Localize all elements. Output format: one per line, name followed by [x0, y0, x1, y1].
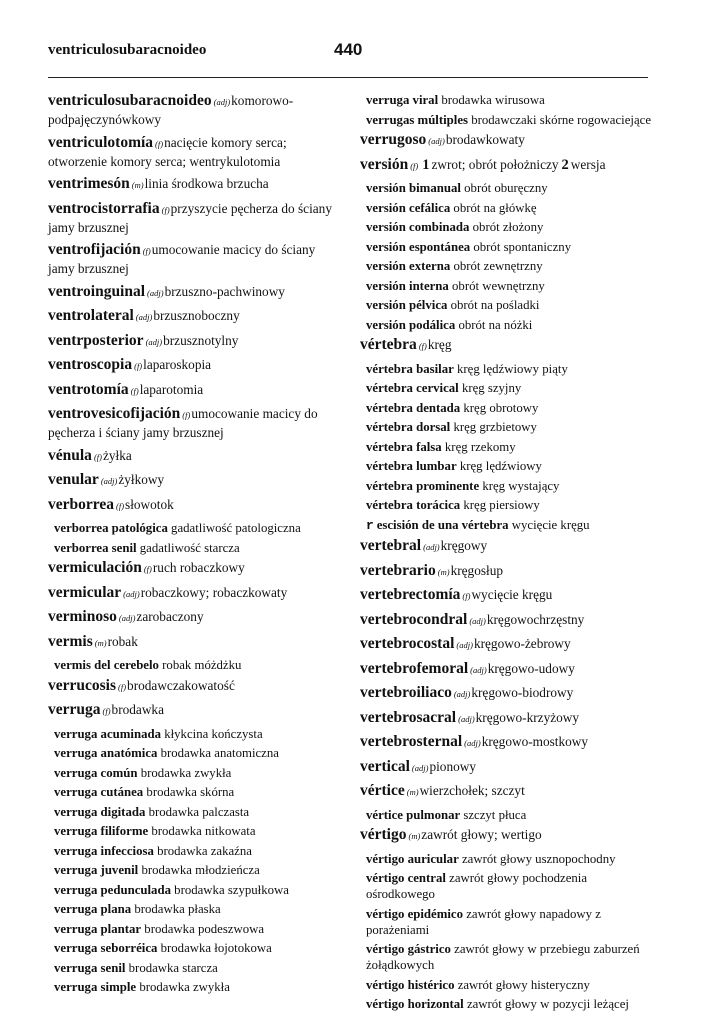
sub-entry-translation: gadatliwość starcza — [139, 540, 240, 555]
entry-translation: zarobaczony — [136, 609, 204, 624]
entry-term: ventriculosubaracnoideo — [48, 92, 212, 109]
left-column — [48, 92, 340, 999]
dictionary-entry — [48, 471, 340, 490]
dictionary-entry — [48, 283, 340, 302]
sub-entry-term: verruga digitada — [54, 804, 146, 819]
sub-entry-translation: brodawka szypułkowa — [174, 882, 289, 897]
dictionary-entry — [48, 496, 340, 515]
sub-entry-translation: kręg obrotowy — [463, 400, 539, 415]
sub-entry — [366, 400, 652, 416]
dictionary-entry — [48, 356, 340, 375]
sub-entry-translation: gadatliwość patologiczna — [171, 521, 301, 535]
sub-entry — [366, 239, 652, 255]
entry-translation: wersja — [570, 156, 606, 172]
entry-grammar: (adj) — [100, 476, 118, 486]
entry-translation: kręgowy — [440, 538, 488, 553]
sub-entry-term: verborrea patológica — [54, 521, 168, 535]
dictionary-entry — [48, 447, 340, 466]
entry-grammar: (m) — [408, 831, 421, 841]
sub-entry — [366, 258, 652, 274]
sub-entry — [366, 458, 652, 474]
sub-entry — [366, 112, 652, 128]
entry-grammar: (adj) — [464, 738, 481, 748]
sub-entry-translation: brodawka młodzieńcza — [141, 863, 260, 877]
sub-entry — [366, 297, 652, 313]
sub-entry-term: vértebra dentada — [366, 400, 461, 415]
entry-grammar: (f) — [462, 591, 471, 601]
entry-grammar: (adj) — [118, 613, 136, 623]
dictionary-entry — [360, 758, 652, 777]
entry-grammar: (adj) — [470, 664, 487, 675]
dictionary-entry — [48, 241, 340, 277]
sub-entry-translation: kręg szyjny — [461, 381, 522, 395]
entry-term: vertebral — [360, 537, 422, 554]
entry-term: vertebrario — [360, 561, 436, 579]
sense-number: 1 — [422, 156, 430, 173]
entry-translation: kręgowo-udowy — [487, 660, 575, 676]
entry-translation: zwrot; obrót położniczy — [431, 156, 559, 172]
sub-entry — [366, 92, 652, 108]
entry-translation: umocowanie macicy do ściany jamy brzusznej — [48, 242, 316, 276]
entry-term: ventrotomía — [48, 380, 129, 398]
sub-entry-translation: zawrót głowy usznopochodny — [461, 851, 616, 866]
sub-entry-translation: brodawka starcza — [128, 960, 218, 975]
entry-grammar: (f) — [182, 410, 191, 420]
sub-entry-term: vértebra cervical — [366, 381, 459, 395]
sub-entry — [366, 317, 652, 333]
entry-term: ventrimesón — [48, 175, 130, 192]
entry-translation: brodawkowaty — [445, 132, 525, 147]
sub-entry — [54, 726, 340, 742]
sub-entry-term: versión bimanual — [366, 181, 461, 195]
dictionary-entry — [48, 332, 340, 351]
entry-term: vermis — [48, 632, 93, 650]
sub-entry-term: versión interna — [366, 278, 449, 293]
dictionary-entry — [48, 405, 340, 441]
sub-entry-term: vértebra torácica — [366, 498, 461, 512]
sub-entry-translation: zawrót głowy w pozycji leżącej — [466, 997, 629, 1011]
dictionary-entry — [48, 608, 340, 627]
entry-grammar: (f) — [130, 385, 139, 396]
sub-entry — [366, 870, 652, 902]
entry-translation: robak — [107, 633, 138, 649]
sub-entry — [366, 439, 652, 455]
sub-entry-term: verruga seborréica — [54, 941, 158, 955]
entry-term: versión — [360, 155, 409, 173]
sub-entry-translation: brodawka palczasta — [148, 804, 250, 819]
cross-reference-marker: r — [366, 517, 374, 533]
entry-term: venular — [48, 471, 99, 488]
dictionary-entry — [360, 684, 652, 703]
entry-translation: brzusznotylny — [163, 332, 239, 348]
dictionary-entry — [48, 701, 340, 720]
sub-entry-translation: brodawczaki skórne rogowaciejące — [471, 112, 651, 127]
sub-entry — [366, 478, 652, 494]
sub-entry — [366, 497, 652, 513]
sub-entry-translation: brodawka wirusowa — [441, 93, 545, 107]
entry-term: ventrovesicofijación — [48, 405, 181, 422]
sub-entry-translation: obrót oburęczny — [464, 181, 548, 195]
entry-term: ventrposterior — [48, 331, 144, 349]
entry-translation: kręgowo-mostkowy — [481, 734, 589, 749]
entry-translation: kręg — [427, 337, 452, 352]
entry-term: ventriculotomía — [48, 133, 154, 151]
entry-grammar: (f) — [93, 451, 102, 462]
entry-translation: pionowy — [429, 758, 476, 774]
entry-grammar: (m) — [406, 787, 419, 797]
entry-grammar: (f) — [155, 138, 164, 149]
sub-entry-translation: brodawka nitkowata — [151, 824, 256, 838]
entry-translation: kręgowo-biodrowy — [471, 685, 574, 700]
sub-entry-term: escisión de una vértebra — [376, 517, 509, 532]
sub-entry-term: verruga plantar — [54, 921, 142, 936]
entry-grammar: (adj) — [456, 640, 473, 650]
entry-grammar: (adj) — [213, 97, 231, 107]
sub-entry-term: vértice pulmonar — [366, 807, 461, 822]
sub-entry — [54, 745, 340, 761]
entry-term: ventrolateral — [48, 307, 134, 324]
entry-term: vértebra — [360, 336, 417, 353]
dictionary-entry — [360, 131, 652, 150]
sub-entry — [54, 843, 340, 859]
sub-entry-term: versión podálica — [366, 317, 456, 332]
entry-translation: kręgowo-krzyżowy — [475, 709, 580, 725]
sub-entry-translation: obrót złożony — [472, 220, 544, 234]
sub-entry-translation: obrót na pośladki — [450, 298, 540, 312]
sub-entry — [54, 921, 340, 937]
entry-term: vermiculación — [48, 559, 142, 576]
sub-entry — [54, 862, 340, 878]
entry-term: ventrofijación — [48, 241, 141, 258]
entry-grammar: (adj) — [469, 615, 486, 626]
entry-translation: żyłka — [102, 447, 132, 463]
entry-translation: kręgowo-żebrowy — [473, 636, 571, 651]
entry-term: vértigo — [360, 826, 407, 843]
entry-term: verruga — [48, 701, 101, 718]
entry-translation: wycięcie kręgu — [471, 587, 553, 602]
sub-entry-term: versión espontánea — [366, 239, 471, 254]
sub-entry-term: versión pélvica — [366, 298, 448, 312]
entry-translation: nacięcie komory serca; otworzenie komory serca; wentrykulotomia — [48, 134, 287, 169]
entry-translation: przyszycie pęcherza do ściany jamy brzusznej — [48, 200, 332, 235]
sub-entry-term: versión cefálica — [366, 200, 451, 215]
sub-entry — [54, 520, 340, 536]
entry-term: verrugoso — [360, 131, 427, 148]
sub-entry-translation: obrót zewnętrzny — [453, 259, 543, 273]
sub-entry-translation: kręg piersiowy — [463, 498, 540, 512]
dictionary-entry — [48, 134, 340, 170]
sub-entry-translation: brodawka zwykła — [139, 980, 230, 994]
sub-entry-term: vértebra lumbar — [366, 459, 457, 473]
entry-term: vertical — [360, 757, 410, 775]
sub-entry-translation: zawrót głowy pochodzenia ośrodkowego — [366, 871, 588, 901]
entry-grammar: (adj) — [123, 588, 140, 599]
entry-grammar: (f) — [143, 564, 152, 574]
entry-grammar: (f) — [418, 341, 427, 351]
sub-entry — [54, 960, 340, 976]
sub-entry-term: verruga viral — [366, 93, 439, 107]
sub-entry-translation: szczyt płuca — [463, 807, 527, 822]
dictionary-entry — [360, 586, 652, 605]
dictionary-entry — [48, 92, 340, 128]
sub-entry — [366, 361, 652, 377]
sub-entry-translation: zawrót głowy w przebiegu zaburzeń żołądkowych — [366, 942, 640, 972]
dictionary-entry — [360, 537, 652, 556]
sub-entry-term: verborrea senil — [54, 540, 137, 555]
entry-grammar: (adj) — [411, 762, 429, 773]
entry-translation: zawrót głowy; wertigo — [421, 827, 542, 842]
sub-entry-term: vértebra prominente — [366, 478, 480, 493]
entry-term: ventrocistorrafia — [48, 199, 160, 217]
entry-term: vértice — [360, 782, 405, 799]
entry-term: vertebroiliaco — [360, 684, 452, 701]
sub-entry-term: verruga senil — [54, 960, 126, 975]
entry-grammar: (f) — [116, 500, 125, 511]
sub-entry-term: verruga pedunculada — [54, 882, 171, 897]
entry-grammar: (adj) — [428, 136, 445, 146]
sub-entry — [366, 906, 652, 938]
entry-translation: komorowo-podpajęczynówkowy — [48, 93, 294, 127]
sub-entry — [366, 851, 652, 867]
dictionary-entry — [48, 381, 340, 400]
sub-entry-term: verruga filiforme — [54, 824, 149, 838]
sub-entry — [366, 941, 652, 973]
sub-entry — [54, 765, 340, 781]
entry-term: vertebrectomía — [360, 586, 461, 603]
sub-entry-translation: obrót spontaniczny — [473, 239, 572, 254]
sub-entry — [54, 540, 340, 556]
dictionary-entry — [48, 677, 340, 696]
sub-entry-translation: brodawka anatomiczna — [160, 746, 279, 760]
sub-entry — [366, 200, 652, 216]
sub-entry-term: vértigo histérico — [366, 977, 455, 992]
entry-translation: linia środkowa brzucha — [144, 176, 269, 191]
sub-entry-term: vermis del cerebelo — [54, 658, 159, 672]
entry-grammar: (f) — [134, 361, 143, 371]
dictionary-entry — [360, 336, 652, 355]
entry-term: vertebrocostal — [360, 635, 455, 652]
entry-grammar: (m) — [437, 566, 450, 577]
sub-entry — [54, 804, 340, 820]
entry-grammar: (f) — [142, 246, 151, 256]
sub-entry-term: verruga acuminada — [54, 726, 161, 741]
sub-entry — [366, 807, 652, 823]
sub-entry — [366, 996, 652, 1012]
sub-entry — [366, 419, 652, 435]
sub-entry-term: verruga simple — [54, 980, 137, 994]
entry-term: ventroinguinal — [48, 282, 146, 300]
entry-grammar: (adj) — [423, 542, 440, 552]
entry-translation: laparoskopia — [143, 357, 212, 372]
entry-term: vertebrosternal — [360, 733, 463, 750]
entry-grammar: (adj) — [145, 336, 163, 347]
dictionary-entry — [360, 733, 652, 752]
sub-entry-term: versión externa — [366, 259, 451, 273]
entry-term: vénula — [48, 446, 92, 464]
entry-translation: żyłkowy — [118, 472, 165, 487]
sub-entry-translation: brodawka płaska — [134, 902, 221, 916]
sub-entry-translation: brodawka skórna — [146, 785, 235, 799]
sub-entry-translation: robak móżdżku — [162, 658, 242, 672]
sub-entry-translation: kręg lędźwiowy piąty — [456, 361, 568, 376]
sub-entry — [54, 901, 340, 917]
sub-entry — [366, 219, 652, 235]
entry-grammar: (adj) — [135, 312, 153, 322]
sub-entry-translation: obrót na nóżki — [458, 317, 533, 332]
sub-entry-translation: zawrót głowy napadowy z porażeniami — [366, 906, 601, 937]
entry-term: verrucosis — [48, 676, 117, 694]
entry-grammar: (f) — [102, 706, 111, 716]
sub-entry-translation: wycięcie kręgu — [511, 517, 590, 532]
sub-entry-term: verrugas múltiples — [366, 112, 469, 127]
entry-term: verminoso — [48, 608, 117, 625]
sub-entry-term: vértebra falsa — [366, 439, 442, 454]
entry-grammar: (adj) — [147, 287, 164, 298]
entry-grammar: (m) — [131, 180, 144, 190]
sub-entry-term: verruga anatómica — [54, 746, 158, 760]
header-rule — [48, 77, 648, 78]
running-headword: ventriculosubaracnoideo — [48, 42, 207, 58]
entry-grammar: (f) — [161, 204, 170, 215]
entry-translation: kręgowochrzęstny — [486, 611, 585, 627]
sub-entry-term: versión combinada — [366, 220, 470, 234]
dictionary-entry — [360, 709, 652, 728]
sub-entry-translation: brodawka podeszwowa — [144, 921, 265, 936]
sub-entry-translation: obrót na główkę — [453, 200, 537, 215]
sub-entry-term: verruga juvenil — [54, 863, 139, 877]
sub-entry-term: vértigo auricular — [366, 851, 459, 866]
dictionary-entry — [48, 633, 340, 652]
sub-entry-term: verruga infecciosa — [54, 843, 154, 858]
sub-entry-translation: kręg grzbietowy — [453, 420, 537, 434]
entry-translation: wierzchołek; szczyt — [419, 783, 525, 798]
entry-grammar: (m) — [94, 637, 107, 648]
dictionary-entry — [360, 562, 652, 581]
entry-grammar: (f) — [118, 681, 127, 692]
sub-entry-term: verruga plana — [54, 902, 132, 916]
sub-entry — [366, 977, 652, 993]
sub-entry-term: vértigo central — [366, 871, 446, 885]
sub-entry-translation: obrót wewnętrzny — [452, 278, 545, 293]
entry-translation: kręgosłup — [450, 562, 504, 578]
sense-number: 2 — [561, 156, 569, 173]
sub-entry-translation: brodawka zakaźna — [157, 843, 252, 858]
sub-entry-translation: brodawka zwykła — [140, 765, 232, 780]
entry-translation: umocowanie macicy do pęcherza i ściany jamy brzusznej — [48, 406, 318, 440]
sub-entry-term: verruga común — [54, 765, 138, 780]
sub-entry-translation: kręg lędźwiowy — [459, 459, 542, 473]
sub-entry — [366, 180, 652, 196]
sub-entry — [366, 517, 652, 534]
dictionary-entry — [48, 584, 340, 603]
entry-translation: laparotomia — [139, 381, 204, 397]
sub-entry — [54, 657, 340, 673]
dictionary-entry — [360, 826, 652, 845]
page-number: 440 — [334, 40, 363, 59]
page-header — [48, 40, 648, 62]
entry-translation: brodawka — [111, 702, 164, 717]
dictionary-entry — [360, 635, 652, 654]
sub-entry-translation: kręg rzekomy — [444, 439, 516, 454]
entry-translation: brodawczakowatość — [127, 677, 235, 693]
dictionary-entry — [48, 175, 340, 194]
sub-entry-translation: zawrót głowy histeryczny — [457, 977, 590, 992]
dictionary-entry — [48, 200, 340, 236]
dictionary-entry — [360, 782, 652, 801]
sub-entry-translation: brodawka łojotokowa — [160, 941, 272, 955]
entry-grammar: (adj) — [458, 713, 475, 724]
sub-entry-term: vértigo gástrico — [366, 942, 451, 956]
sub-entry-term: vértebra dorsal — [366, 420, 451, 434]
sub-entry-translation: kłykcina kończysta — [164, 726, 263, 741]
entry-translation: robaczkowy; robaczkowaty — [140, 584, 288, 600]
entry-grammar: (adj) — [453, 689, 471, 699]
sub-entry — [54, 882, 340, 898]
sub-entry-term: vértigo horizontal — [366, 997, 464, 1011]
sub-entry-translation: kręg wystający — [482, 478, 560, 493]
entry-term: verborrea — [48, 495, 114, 513]
dictionary-entry — [48, 559, 340, 578]
sub-entry — [54, 940, 340, 956]
dictionary-entry — [360, 156, 652, 175]
dictionary-entry — [360, 660, 652, 679]
sub-entry-term: vértebra basilar — [366, 361, 454, 376]
sub-entry — [366, 380, 652, 396]
entry-translation: słowotok — [125, 496, 174, 512]
dictionary-entry — [48, 307, 340, 326]
sub-entry-term: vértigo epidémico — [366, 906, 464, 921]
entry-translation: ruch robaczkowy — [152, 560, 245, 575]
entry-translation: brzusznoboczny — [153, 308, 240, 323]
entry-term: vertebrosacral — [360, 708, 457, 726]
entry-term: ventroscopia — [48, 356, 133, 373]
sub-entry-term: verruga cutánea — [54, 785, 144, 799]
entry-grammar: (f) — [410, 160, 419, 171]
sub-entry — [366, 278, 652, 294]
sub-entry — [54, 823, 340, 839]
dictionary-entry — [360, 611, 652, 630]
right-column — [360, 92, 652, 1016]
entry-term: vertebrofemoral — [360, 659, 469, 677]
entry-term: vertebrocondral — [360, 610, 468, 628]
entry-translation: brzuszno-pachwinowy — [164, 283, 285, 299]
entry-term: vermicular — [48, 583, 122, 601]
sub-entry — [54, 979, 340, 995]
sub-entry — [54, 784, 340, 800]
